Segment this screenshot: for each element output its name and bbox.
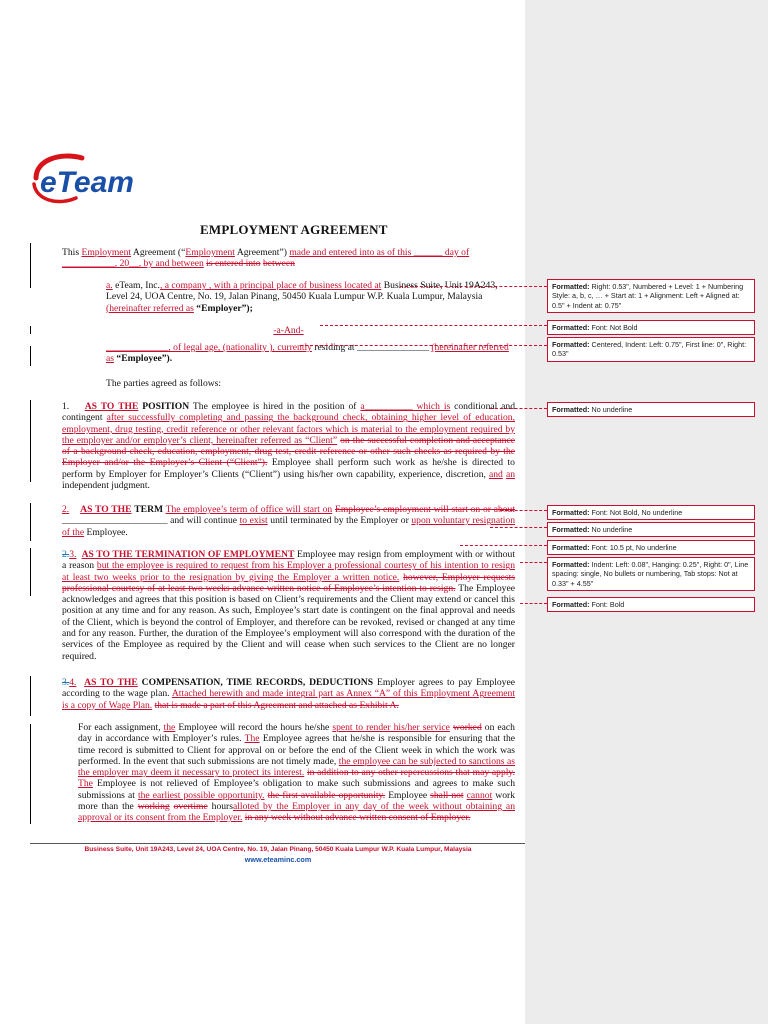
comment-connector (320, 325, 547, 326)
change-bar (30, 724, 31, 824)
format-balloon[interactable]: Formatted: Indent: Left: 0.08", Hanging: 0.25", Right: 0", Line spacing: single, No bullets or numbering, Tab stops: Not at 0.33" + 4.55" (547, 557, 755, 591)
document-title: EMPLOYMENT AGREEMENT (200, 222, 388, 237)
format-balloon[interactable]: Formatted: Right: 0.53", Numbered + Level: 1 + Numbering Style: a, b, c, … + Start at: 1 + Alignment: Left + Aligned at: 0.5" + Indent at: 0.75" (547, 279, 755, 313)
format-balloon[interactable]: Formatted: Centered, Indent: Left: 0.75", First line: 0", Right: 0.53" (547, 337, 755, 362)
change-bar (30, 676, 31, 716)
format-balloon[interactable]: Formatted: Font: 10.5 pt, No underline (547, 540, 755, 555)
intro-paragraph: This Employment Agreement (“Employment Agreement”) made and entered into as of this ______ day of ___________, 20__, by and between is entered into between (62, 247, 470, 270)
comment-connector (400, 286, 547, 287)
time-records-paragraph: For each assignment, the Employee will record the hours he/she spent to render his/her service worked on each day in accordance with Employer’s rules. The Employee agrees that he/she is responsible for ensuring that the time record is submitted to Client for approval on or before the end of the Client week in which the work was performed. In the event that such submissions are not timely made, the employee can be subjected to sanctions as the employer may deem it necessary to protect its interest. in addition to any other repercussions that may apply. The Employee is not relieved of Employee’s obligation to make such submissions and agrees to make such submissions at the earliest possible opportunity. the first available opportunity. Employee shall not cannot work more than the working overtime hoursalloted by the Employer in any day of the week without obtaining an approval or its consent from the Employer. in any week without advance written consent of Employer. (78, 722, 516, 824)
comment-connector (490, 408, 547, 409)
party-employee: _____________, of legal age, (nationality ), currently residing at _______________ (hereinafter referred as “Employee”). (106, 342, 509, 365)
change-bar (30, 400, 31, 482)
comment-connector (490, 527, 547, 528)
format-balloon[interactable]: Formatted: No underline (547, 522, 755, 537)
footer-url[interactable]: www.eteaminc.com (244, 855, 312, 864)
footer-address: Business Suite, Unit 19A243, Level 24, UOA Centre, No. 19, Jalan Pinang, 50450 Kuala Lumpur W.P. Kuala Lumpur, Malaysia (84, 846, 472, 853)
parties-agreed: The parties agreed as follows: (106, 378, 222, 389)
format-balloon[interactable]: Formatted: Font: Not Bold (547, 320, 755, 335)
eteam-logo (30, 148, 150, 208)
section-compensation: 3.4. AS TO THE COMPENSATION, TIME RECORDS, DEDUCTIONS Employer agrees to pay Employee according to the wage plan. Attached herewith and made integral part as Annex “A” of this Employment Agreement is a copy of Wage Plan. that is made a part of this Agreement and attached as Exhibit A. (62, 677, 516, 711)
comment-connector (460, 545, 547, 546)
section-position: 1. AS TO THE POSITION The employee is hired in the position of a__________ which is conditional and contingent after successfully completing and passing the background check, obtaining higher level of education, employment, drug testing, credit reference or other relevant factors which is material to the employment required by the employer and/or employer’s client, hereinafter referred as “Client” on the successful completion and acceptance of a background check, education, employment, drug test, credit reference or other such checks as required by the Employer and/or the Employer’s Client (“Client”). Employee shall perform such work as he/she is directed to perform by Employer for Employer’s Clients (“Client”) using his/her own capability, experience, discretion, and an independent judgment. (62, 401, 516, 492)
comment-connector (520, 603, 547, 604)
format-balloon[interactable]: Formatted: No underline (547, 402, 755, 417)
comment-connector (520, 562, 547, 563)
footer-rule (30, 843, 525, 844)
change-bar (30, 503, 31, 541)
format-balloon[interactable]: Formatted: Font: Bold (547, 597, 755, 612)
change-bar (30, 346, 31, 366)
section-termination: 2.3. AS TO THE TERMINATION OF EMPLOYMENT Employee may resign from employment with or without a reason but the employee is required to request from his Employer a professional courtesy of his intention to resign at least two weeks prior to the resignation by giving the Employer a written notice. however, Employer requests professional courtesy of at least two weeks advance written notice of Employee’s intention to resign. The Employee acknowledges and agrees that this position is based on Client’s requirements and the Client may extend or cancel this position at any time and for any reason. As such, Employee’s start date is contingent on the final approval and needs of the Client, which is beyond the control of Employer, and therefore can be revoked, revised or changed at any time and for any reason. Further, the duration of the Employee’s employment will also correspond with the duration of the services of the Employee as required by the Client and will cease when such services to the Client are no longer required. (62, 549, 515, 662)
section-term: 2. AS TO THE TERM The employee’s term of office will start on Employee’s employment will start on or about ______________________ and will continue to exist until terminated by the Employer or upon voluntary resignation of the Employee. (62, 504, 516, 538)
comment-connector (500, 510, 547, 511)
and-line: -a-And- (273, 325, 304, 336)
change-bar (30, 548, 31, 596)
format-balloon[interactable]: Formatted: Font: Not Bold, No underline (547, 505, 755, 520)
change-bar (30, 243, 31, 288)
comment-connector (300, 345, 547, 346)
logo-text: eTeam (40, 166, 134, 199)
party-employer: a. eTeam, Inc., a company , with a principal place of business located at Business Suite, Unit 19A243, Level 24, UOA Centre, No. 19, Jalan Pinang, 50450 Kuala Lumpur W.P. Kuala Lumpur, Malaysia (hereinafter referred as “Employer”); (106, 280, 498, 314)
change-bar (30, 326, 31, 334)
